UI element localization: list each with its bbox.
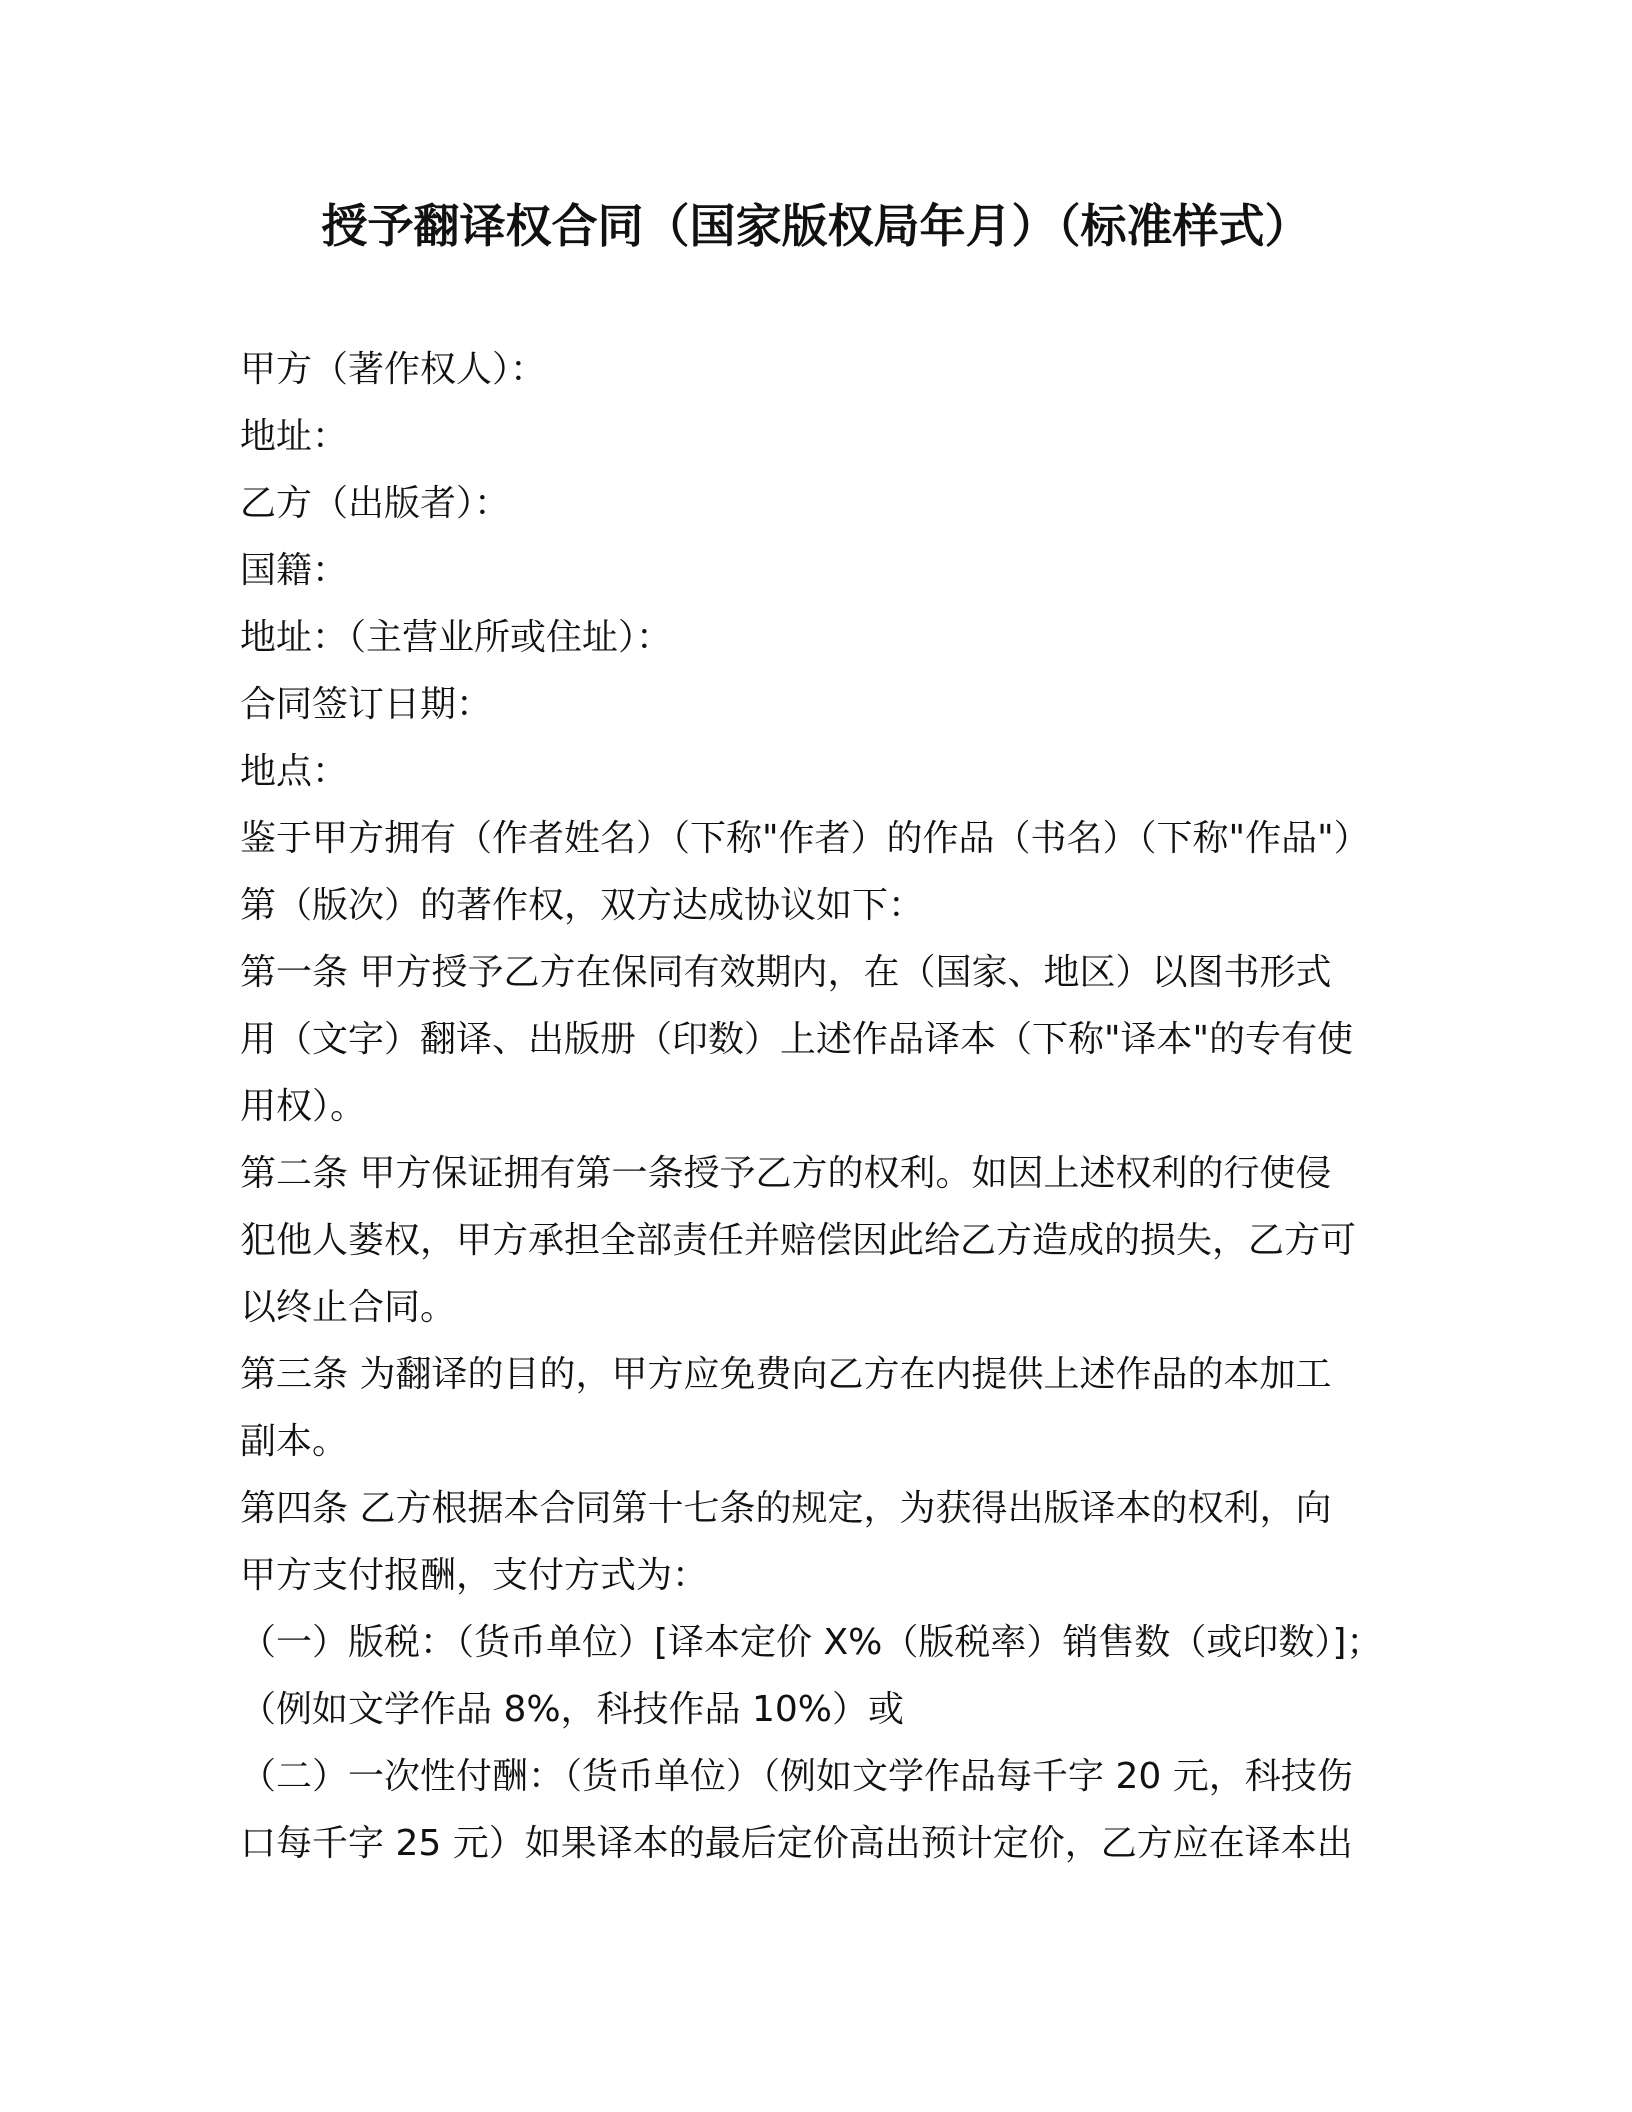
article-4-line-1: 第四条 乙方根据本合同第十七条的规定，为获得出版译本的权利，向 bbox=[240, 1488, 1332, 1529]
royalty-line-1: （一）版税：（货币单位）[译本定价 X%（版税率）销售数（或印数）]； bbox=[240, 1622, 1383, 1663]
article-2-line-2: 犯他人蒌权，甲方承担全部责任并赔偿因此给乙方造成的损失，乙方可 bbox=[240, 1220, 1357, 1261]
preamble-line-1: 鉴于甲方拥有（作者姓名）（下称"作者）的作品（书名）（下称"作品"） bbox=[240, 818, 1370, 859]
article-3-line-2: 副本。 bbox=[240, 1421, 349, 1462]
article-1-line-2: 用（文字）翻译、出版册（印数）上述作品译本（下称"译本"的专有使 bbox=[240, 1019, 1354, 1060]
article-4-line-2: 甲方支付报酬，支付方式为： bbox=[240, 1555, 709, 1596]
signing-date-line: 合同签订日期： bbox=[240, 684, 493, 725]
article-3-line-1: 第三条 为翻译的目的，甲方应免费向乙方在内提供上述作品的本加工 bbox=[240, 1354, 1332, 1395]
document-title: 授予翻译权合同（国家版权局年月）（标准样式） bbox=[321, 199, 1311, 253]
nationality-line: 国籍： bbox=[240, 550, 349, 591]
article-2-line-3: 以终止合同。 bbox=[240, 1287, 457, 1328]
royalty-line-2: （例如文学作品 8%，科技作品 10%）或 bbox=[240, 1689, 905, 1730]
article-2-line-1: 第二条 甲方保证拥有第一条授予乙方的权利。如因上述权利的行使侵 bbox=[240, 1153, 1332, 1194]
lump-sum-line-1: （二）一次性付酬：（货币单位）（例如文学作品每千字 20 元，科技伤 bbox=[240, 1756, 1353, 1797]
document-body bbox=[240, 336, 1410, 1877]
party-b-line: 乙方（出版者）： bbox=[240, 483, 511, 524]
article-1-line-3: 用权）。 bbox=[240, 1086, 367, 1127]
party-a-address-line: 地址： bbox=[240, 416, 349, 457]
lump-sum-line-2: 口每千字 25 元）如果译本的最后定价高出预计定价，乙方应在译本出 bbox=[240, 1823, 1353, 1864]
party-b-address-line: 地址：（主营业所或住址）： bbox=[240, 617, 673, 658]
location-line: 地点： bbox=[240, 751, 349, 792]
party-a-line: 甲方（著作权人）： bbox=[240, 349, 547, 390]
preamble-line-2: 第（版次）的著作权，双方达成协议如下： bbox=[240, 885, 925, 926]
article-1-line-1: 第一条 甲方授予乙方在保同有效期内，在（国家、地区）以图书形式 bbox=[240, 952, 1332, 993]
